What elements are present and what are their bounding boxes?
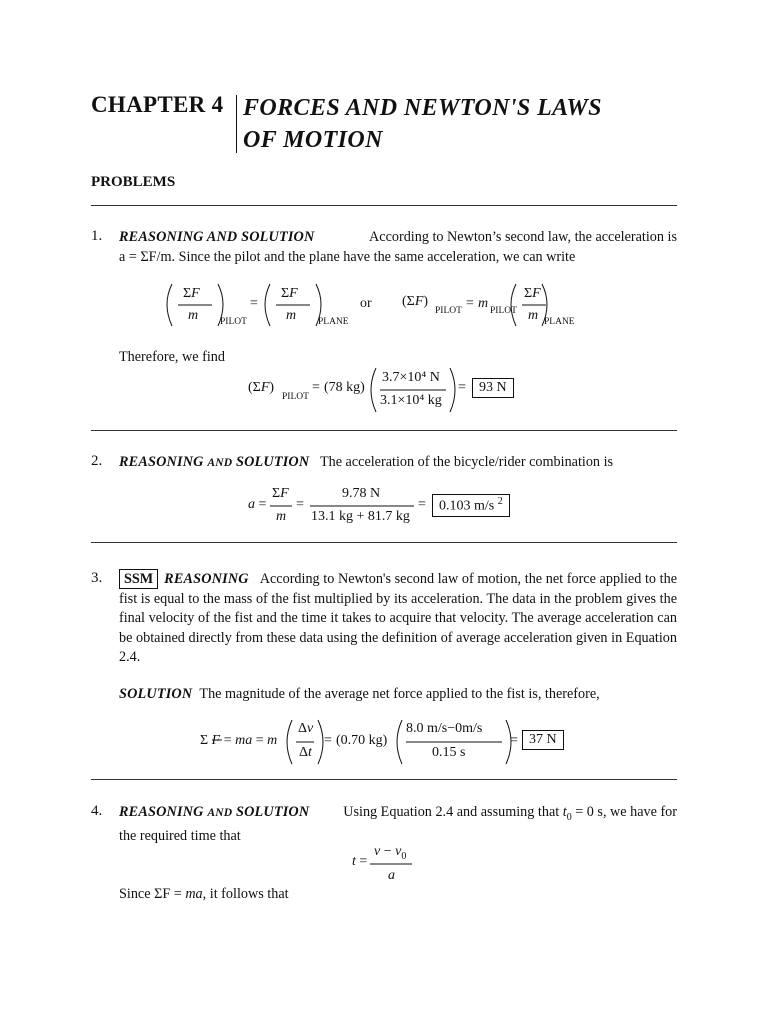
problem-4-lead: REASONING AND SOLUTION: [119, 804, 310, 820]
problem-number: 3.: [91, 570, 103, 586]
denominator: 0.15 s: [432, 745, 466, 760]
equation-3: Σ F = ma = m Δv Δt = (0.70 kg) 8.0 m/s−0m/s 0.15 s = 37 N: [200, 718, 580, 768]
equation-2: a = ΣF m = 9.78 N 13.1 kg + 81.7 kg = 0.103 m/s $^2$: [248, 484, 528, 532]
problem-2-lead: REASONING AND SOLUTION: [119, 454, 310, 470]
problem-4-since: Since ΣF = ma, it follows that: [119, 886, 289, 902]
chapter-title-line2: OF MOTION: [243, 127, 383, 153]
problem-3-solution: [119, 685, 677, 705]
chapter-divider: [236, 95, 237, 153]
divider-rule: [91, 542, 677, 543]
problem-1-text-line1: According to Newton’s second law, the acceleration is: [369, 229, 677, 245]
divider-rule: [91, 430, 677, 431]
mass-value: (78 kg): [324, 380, 365, 395]
problem-1-therefore: Therefore, we find: [119, 349, 225, 365]
problem-3-text: [119, 569, 677, 668]
divider-rule: [91, 205, 677, 206]
solution-lead: SOLUTION: [119, 686, 193, 702]
sub-pilot: PILOT: [435, 306, 462, 316]
answer-box: 93 N: [472, 378, 514, 398]
mass-value: (0.70 kg): [336, 733, 388, 748]
sub-plane: PLANE: [318, 317, 349, 327]
sub-pilot: PILOT: [220, 317, 247, 327]
sub-pilot: PILOT: [490, 306, 517, 316]
problem-number: 1.: [91, 228, 103, 244]
problem-number: 4.: [91, 803, 103, 819]
problem-2-text: [119, 453, 677, 474]
sub-pilot: PILOT: [282, 392, 309, 402]
problem-1-text: [119, 228, 677, 267]
answer-box: 0.103 m/s $^2$: [432, 494, 510, 517]
chapter-label: CHAPTER 4: [91, 92, 224, 117]
word-or: or: [360, 296, 372, 311]
equation-1b: (ΣF) PILOT = (78 kg) 3.7×10⁴ N 3.1×10⁴ kg = 93 N: [248, 366, 538, 416]
ssm-badge: SSM: [119, 569, 158, 589]
solution-body: The magnitude of the average net force applied to the fist is, therefore,: [199, 686, 600, 702]
problem-2-body: The acceleration of the bicycle/rider combination is: [319, 454, 614, 470]
problem-4-text-line2: the required time that: [119, 828, 241, 845]
section-label: PROBLEMS: [91, 174, 176, 190]
sub-plane: PLANE: [544, 317, 575, 327]
chapter-title: [243, 92, 602, 156]
numerator: 8.0 m/s−0m/s: [406, 721, 483, 736]
problem-4-text: [119, 803, 677, 847]
answer-box: 37 N: [522, 730, 564, 750]
denominator: 13.1 kg + 81.7 kg: [311, 509, 410, 524]
divider-rule: [91, 779, 677, 780]
denominator: 3.1×10⁴ kg: [380, 393, 442, 408]
problem-3-lead: REASONING: [164, 571, 249, 587]
chapter-title-line1: FORCES AND NEWTON'S LAWS: [243, 95, 602, 121]
problem-number: 2.: [91, 453, 103, 469]
problem-1-text-line2: a = ΣF/m. Since the pilot and the plane have the same acceleration, we can write: [119, 248, 576, 265]
problem-1-lead: REASONING AND SOLUTION: [119, 229, 315, 245]
problem-4-body: Using Equation 2.4 and assuming that $t_0 = 0$ s, we have for: [343, 804, 677, 823]
numerator: 9.78 N: [342, 486, 381, 501]
numerator: 3.7×10⁴ N: [382, 370, 440, 385]
equation-1a: ΣF m PILOT = ΣF m PLANE or (ΣF) PILOT = m PILOT ΣF m PLANE: [160, 280, 610, 334]
equation-4: t = $v - v_0$ a: [352, 842, 422, 888]
problem-3-body: According to Newton's second law of motion, the net force applied to the fist is equal to the mass of the fist multiplied by its acceleration. The data in the problem gives the final velocity of the fist and the time it takes to acquire that velocity. The average acceleration can be obtained directly from these data using the definition of average acceleration given in Equation 2.4.: [119, 571, 678, 665]
